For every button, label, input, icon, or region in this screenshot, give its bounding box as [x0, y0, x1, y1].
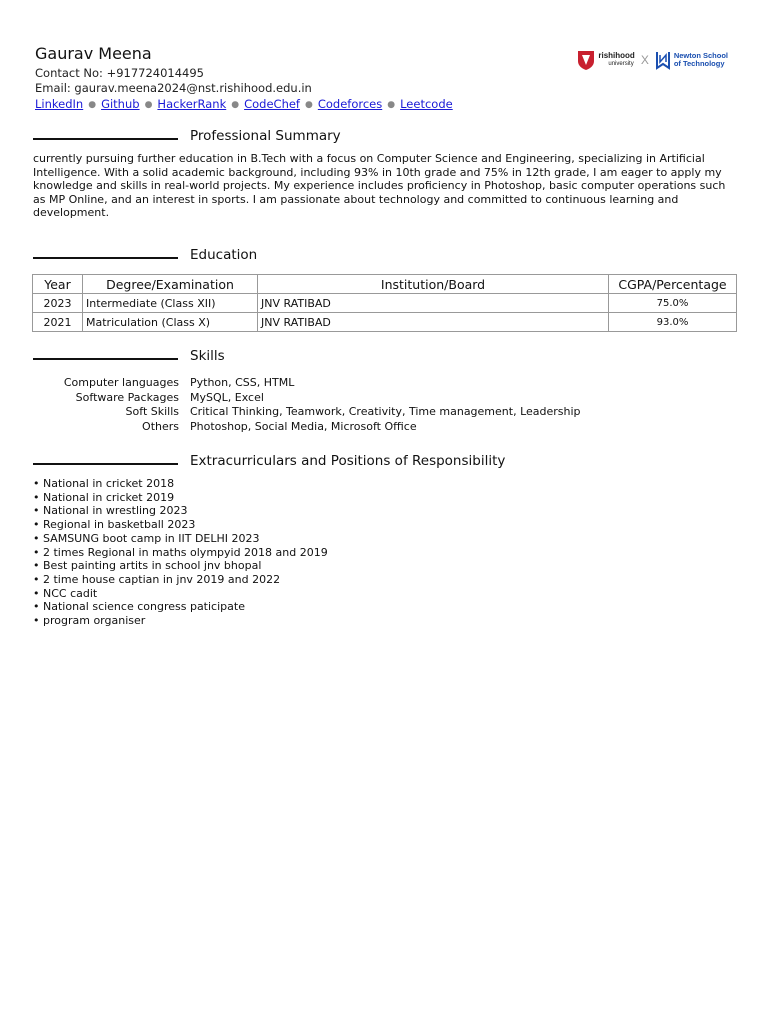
skill-label: Software Packages — [75, 390, 179, 404]
contact-email: Email: gaurav.meena2024@nst.rishihood.edu.in — [35, 81, 312, 95]
link-separator: ● — [88, 100, 97, 110]
skill-value: Photoshop, Social Media, Microsoft Office — [190, 419, 417, 433]
link-hackerrank[interactable]: HackerRank — [157, 97, 227, 111]
skill-label: Others — [142, 419, 179, 433]
section-rule — [33, 463, 178, 465]
link-separator: ● — [144, 100, 153, 110]
link-leetcode[interactable]: Leetcode — [400, 97, 453, 111]
link-github[interactable]: Github — [101, 97, 140, 111]
cell-degree: Intermediate (Class XII) — [83, 294, 258, 313]
list-item: • SAMSUNG boot camp in IIT DELHI 2023 — [33, 532, 328, 546]
section-title-education: Education — [190, 247, 258, 263]
skill-value: Critical Thinking, Teamwork, Creativity, Time management, Leadership — [190, 405, 581, 419]
list-item: • program organiser — [33, 614, 328, 628]
link-separator: ● — [231, 100, 240, 110]
newton-wordmark-line1: Newton School — [673, 51, 728, 60]
skills-list — [33, 376, 581, 434]
rishihood-shield-icon — [577, 49, 595, 71]
list-item: • Best painting artits in school jnv bhopal — [33, 559, 328, 573]
list-item: • 2 times Regional in maths olympyid 2018 and 2019 — [33, 546, 328, 560]
cell-degree: Matriculation (Class X) — [83, 313, 258, 332]
skill-value: MySQL, Excel — [190, 390, 264, 404]
cell-score: 93.0% — [609, 313, 737, 332]
link-separator: ● — [387, 100, 396, 110]
section-title-summary: Professional Summary — [190, 128, 341, 144]
table-row — [33, 313, 737, 332]
section-rule — [33, 138, 178, 140]
skill-row — [33, 405, 581, 420]
section-title-skills: Skills — [190, 348, 225, 364]
list-item: • National in wrestling 2023 — [33, 504, 328, 518]
skill-row — [33, 376, 581, 391]
skill-row — [33, 420, 581, 435]
newton-wordmark-line2: of Technology — [673, 59, 725, 68]
list-item: • 2 time house captian in jnv 2019 and 2022 — [33, 573, 328, 587]
section-title-extracurriculars: Extracurriculars and Positions of Responsibility — [190, 453, 506, 469]
contact-number: Contact No: +917724014495 — [35, 66, 205, 80]
skill-label: Soft Skills — [125, 405, 179, 419]
cell-institution: JNV RATIBAD — [258, 313, 609, 332]
list-item: • National in cricket 2019 — [33, 491, 328, 505]
newton-emblem-icon — [655, 50, 671, 70]
rishihood-subtext: university — [608, 61, 634, 67]
column-header-institution: Institution/Board — [258, 275, 609, 294]
list-item: • Regional in basketball 2023 — [33, 518, 328, 532]
candidate-name: Gaurav Meena — [35, 44, 152, 63]
cell-score: 75.0% — [609, 294, 737, 313]
link-codechef[interactable]: CodeChef — [244, 97, 300, 111]
rishihood-logo — [577, 49, 634, 71]
education-table — [32, 274, 737, 332]
skill-row — [33, 391, 581, 406]
table-row — [33, 294, 737, 313]
skill-label: Computer languages — [63, 376, 179, 389]
section-rule — [33, 358, 178, 360]
column-header-score: CGPA/Percentage — [609, 275, 737, 294]
cell-year: 2021 — [33, 313, 83, 332]
skill-value: Python, CSS, HTML — [190, 376, 295, 389]
section-rule — [33, 257, 178, 259]
list-item: • National science congress paticipate — [33, 600, 328, 614]
column-header-degree: Degree/Examination — [83, 275, 258, 294]
column-header-year: Year — [33, 275, 83, 294]
rishihood-wordmark: rishihood — [598, 51, 635, 60]
link-codeforces[interactable]: Codeforces — [317, 97, 383, 111]
logo-separator: X — [640, 53, 649, 67]
table-header-row — [33, 275, 737, 294]
cell-year: 2023 — [33, 294, 83, 313]
link-linkedin[interactable]: LinkedIn — [35, 97, 84, 111]
summary-text: currently pursuing further education in B.Tech with a focus on Computer Science and Engineering, specializing in Artificial Intelligence. With a solid academic background, including 93% in 10th grade and 75% in 12th grade, I am eager to apply my knowledge and skills in real-world projects. My experience includes proficiency in Photoshop, basic computer operations such as MP Online, and an interest in sports. I am passionate about technology and committed to continuous learning and development. — [33, 152, 726, 220]
newton-logo — [655, 50, 728, 70]
list-item: • National in cricket 2018 — [33, 477, 328, 491]
cell-institution: JNV RATIBAD — [258, 294, 609, 313]
extracurriculars-list — [33, 477, 328, 628]
institution-logos — [577, 48, 728, 72]
list-item: • NCC cadit — [33, 587, 328, 601]
link-separator: ● — [304, 100, 313, 110]
profile-links — [35, 97, 453, 111]
